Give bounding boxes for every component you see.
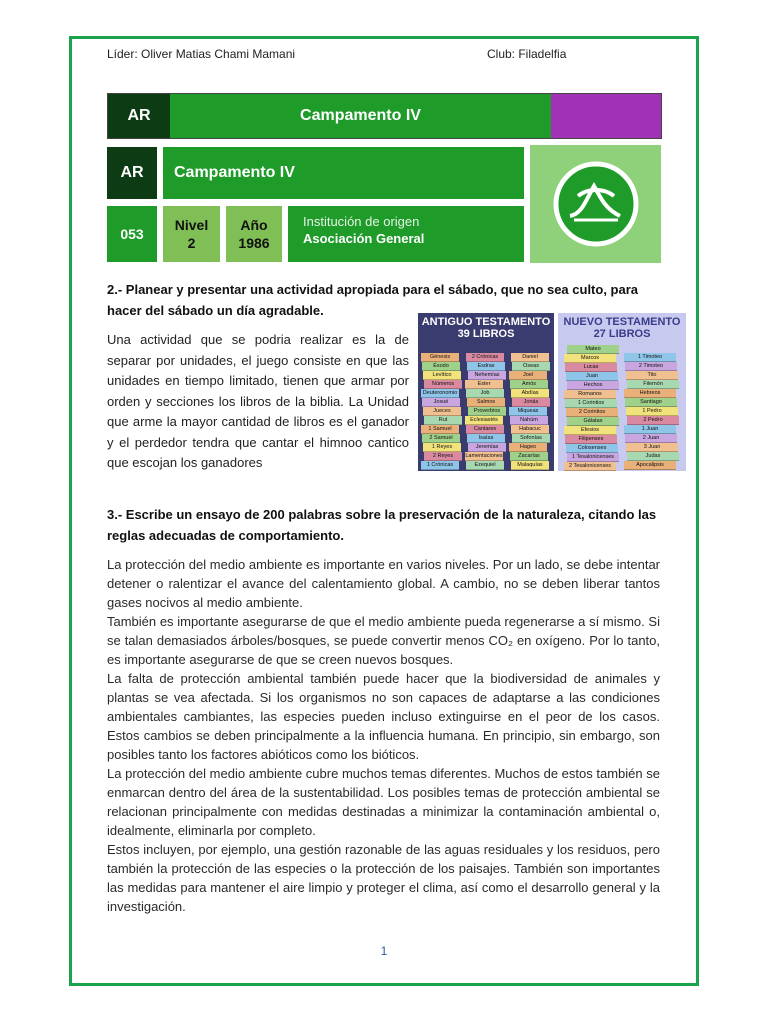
card-title: Campamento IV [163,147,524,199]
card-code: AR [107,147,157,199]
book-spine: Romanos [564,390,616,399]
book-spine: Jeremías [468,443,506,452]
book-spine: Marcos [564,354,616,363]
book-spine: Jonás [512,398,550,407]
book-spine: Sofonías [512,434,550,443]
book-spine: Amós [510,380,548,389]
book-spine: Josué [422,398,460,407]
ot-title-line2: 39 LIBROS [457,328,515,340]
book-spine: Hebreos [624,389,676,398]
book-spine: Levítico [423,371,461,380]
book-spine: 1 Crónicas [421,461,459,470]
book-spine: Filipenses [565,435,617,444]
book-spine: Oseas [512,362,550,371]
color-swatch [551,94,661,138]
book-spine: Lucas [565,363,617,372]
book-spine: Malaquías [511,461,549,470]
book-spine: Gálatas [567,417,619,426]
book-spine: Esdras [467,362,505,371]
old-testament-title [418,316,554,340]
card-number: 053 [107,206,157,262]
book-spine: Eclesiastés [465,416,503,425]
essay-paragraph: También es importante asegurarse de que el medio ambiente pueda regenerarse a sí mismo. Si se talan demasiados árboles/bosques, se puede convertir menos CO₂ en oxígeno. Por lo tanto, es importante asegurarse de que se creen nuevos bosques. [107,614,660,667]
book-spine: Cantares [466,425,504,434]
book-spine: Nahúm [510,416,548,425]
page-number: 1 [380,944,388,958]
book-spine: Job [466,389,504,398]
book-spine: Judas [627,452,679,461]
new-testament-panel [558,313,686,471]
book-spine: Nehemías [468,371,506,380]
specialty-banner [107,93,662,139]
book-spine: Números [424,380,462,389]
book-spine: 1 Timoteo [624,353,676,362]
question-3: 3.- Escribe un ensayo de 200 palabras sobre la preservación de la naturaleza, citando las reglas adecuadas de comportamiento. [107,507,657,543]
book-spine: Juan [566,372,618,381]
book-spine: Filemón [627,380,679,389]
book-spine: Lamentaciones [465,453,503,459]
book-spine: Éxodo [422,362,460,371]
ot-title-line1: ANTIGUO TESTAMENTO [421,316,551,328]
book-spine: 2 Crónicas [466,353,504,362]
level-value: 2 [187,235,196,251]
book-spine: Habacuc [511,425,549,434]
book-spine: Isaías [467,434,505,443]
book-spine: 2 Reyes [424,452,462,461]
book-spine: 3 Juan [626,443,678,452]
specialty-title: Campamento IV [170,94,551,138]
book-spine: Hageo [509,443,547,452]
card-year [226,206,282,262]
book-spine: Salmos [467,398,505,407]
bible-books-image [418,313,686,473]
book-spine: Daniel [511,353,549,362]
book-spine: Rut [424,416,462,425]
book-spine: 1 Tesalonicenses [567,453,619,462]
book-spine: 2 Tesalonicenses [564,462,616,471]
book-spine: Miqueas [509,407,547,416]
camp-emblem-icon [548,156,644,252]
essay-paragraph: Estos incluyen, por ejemplo, una gestión razonable de las aguas residuales y los residuos, pero también la protección de las especies o la protección de los paisajes. También son importantes las medidas para mantener el aire limpio y proteger el clima, así como el desarrollo general y la investigación. [107,842,660,914]
specialty-logo [530,145,661,263]
club-name: Club: Filadelfia [487,47,567,61]
nt-title-line2: 27 LIBROS [593,328,651,340]
book-spine: Hechos [567,381,619,390]
book-spine: Ester [465,380,503,389]
book-spine: Génesis [421,353,459,362]
ot-stack-1 [421,353,463,470]
book-spine: 1 Pedro [626,407,678,416]
essay-paragraph: La protección del medio ambiente cubre muchos temas diferentes. Muchos de estos también se enmarcan dentro del área de la sustentabilidad. Los posibles temas de protección ambiental se relacionan principalmente con medidas destinadas a minimizar la contaminación ambiental o, idealmente, eliminarla por completo. [107,766,660,838]
old-testament-panel [418,313,554,471]
nt-title-line1: NUEVO TESTAMENTO [563,316,681,328]
book-spine: 1 Samuel [421,425,459,434]
book-spine: 2 Juan [625,434,677,443]
book-spine: 1 Corintios [565,399,617,408]
book-spine: Mateo [567,345,619,354]
essay-paragraph: La protección del medio ambiente es importante en varios niveles. Por un lado, se debe intentar detener o ralentizar el avance del calentamiento global. A cambio, no se deben liberar tantos gases nocivos al medio ambiente. [107,557,660,610]
book-spine: 2 Samuel [422,434,460,443]
new-testament-title [558,316,686,340]
card-level [163,206,220,262]
book-spine: Apocalipsis [624,461,676,470]
book-spine: Abdías [511,389,549,398]
book-spine: Jueces [423,407,461,416]
ot-stack-2 [465,353,507,470]
book-spine: Zacarías [510,452,548,461]
essay-paragraph: La falta de protección ambiental también puede hacer que la biodiversidad de animales y plantas se vea afectada. Si los organismos no son capaces de adaptarse a las condiciones ambientales cambiantes, las especies pueden incluso extinguirse en el peor de los casos. Estos cambios se deben principalmente a la influencia humana. En principio, sin embargo, son posibles tanto los factores abióticos como los bióticos. [107,671,660,762]
institution-label: Institución de origen [303,214,420,229]
book-spine: Colosenses [566,444,618,453]
year-value: 1986 [238,235,270,251]
book-spine: 1 Reyes [423,443,461,452]
book-spine: 2 Timoteo [625,362,677,371]
book-spine: Santiago [625,398,677,407]
leader-name: Líder: Oliver Matias Chami Mamani [107,47,296,61]
book-spine: 1 Juan [624,425,676,434]
book-spine: 2 Corintios [566,408,618,417]
book-spine: Joel [509,371,547,380]
book-spine: Proverbios [468,407,506,416]
book-spine: 2 Pedro [627,416,679,425]
essay [107,555,660,916]
book-spine: Ezequiel [466,461,504,470]
book-spine: Deuteronomio [422,390,458,396]
institution-value: Asociación General [303,231,425,246]
card-institution [288,206,524,262]
level-label: Nivel [174,217,209,233]
ot-stack-3 [509,353,551,470]
book-spine: Tito [626,371,678,380]
book-spine: Efesios [564,426,616,435]
question-2-answer: Una actividad que se podria realizar es la de separar por unidades, el juego consiste en que las unidades en tiempo limitado, tienen que armar por orden y secciones los libros de la biblia. La Unidad que arme la mayor cantidad de libros es el ganador y el perdedor tendra que cantar el himnoo cantico que escojan los ganadores [107,332,409,470]
specialty-code: AR [108,94,170,138]
nt-stack-1 [564,345,620,471]
question-2: 2.- Planear y presentar una actividad apropiada para el sábado, que no sea culto, para hacer del sábado un día agradable. [107,282,639,318]
year-label: Año [240,217,268,233]
nt-stack-2 [624,353,680,470]
